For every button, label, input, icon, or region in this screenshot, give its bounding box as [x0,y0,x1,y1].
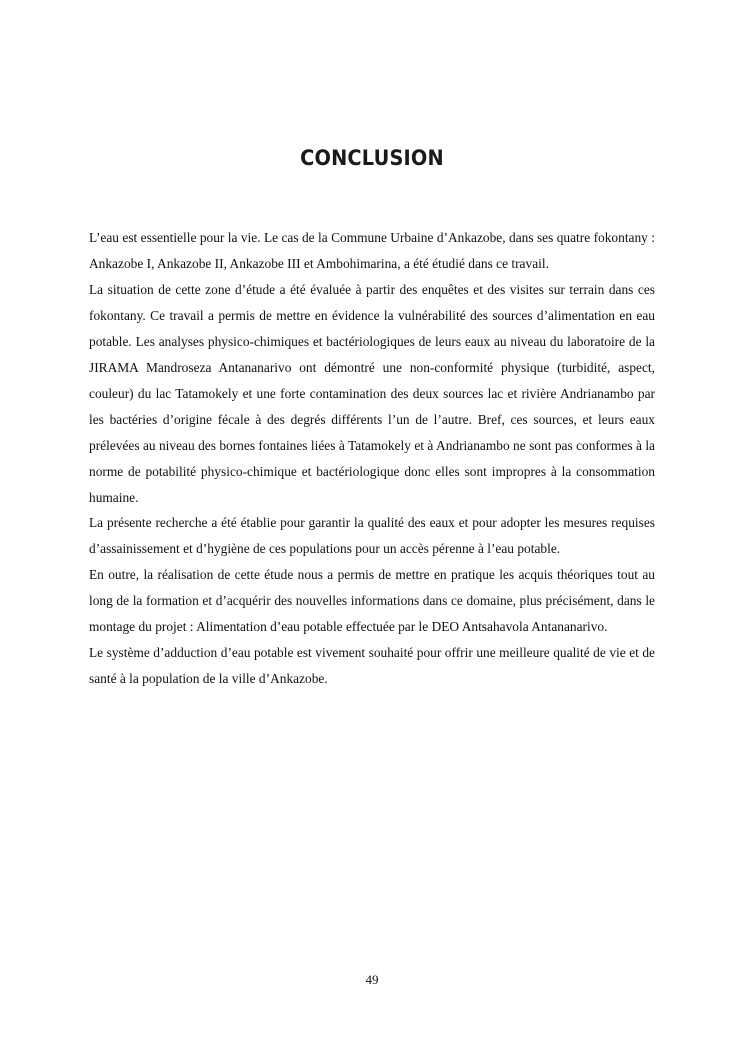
paragraph-intro: L’eau est essentielle pour la vie. Le cas de la Commune Urbaine d’Ankazobe, dans ses quatre fokontany : Ankazobe I, Ankazobe II, Ankazobe III et Ambohimarina, a été étudié dans ce travail. [89,230,655,271]
page-number: 49 [365,972,379,987]
paragraph-closing: Le système d’adduction d’eau potable est vivement souhaité pour offrir une meilleure qualité de vie et de santé à la population de la ville d’Ankazobe. [89,645,655,687]
paragraph-outcome: En outre, la réalisation de cette étude nous a permis de mettre en pratique les acquis théoriques tout au long de la formation et d’acquérir des nouvelles informations dans ce domaine, plus précisément, dans le montage du projet : Alimentation d’eau potable effectuée par le DEO Antsahavola Antananarivo. [89,567,655,635]
page-title: CONCLUSION [300,146,444,170]
paragraph-situation: La situation de cette zone d’étude a été évaluée à partir des enquêtes et des visites sur terrain dans ces fokontany. Ce travail a permis de mettre en évidence la vulnérabilité des sources d’alimentation en eau potable. Les analyses physico-chimiques et bactériologiques de leurs eaux au niveau du laboratoire de la JIRAMA Mandroseza Antananarivo ont démontré une non-conformité physique (turbidité, aspect, couleur) du lac Tatamokely et une forte contamination des deux sources lac et rivière Andrianambo par les bactéries d’origine fécale à des degrés différents l’un de l’autre. Bref, ces sources, et leurs eaux prélevées au niveau des bornes fontaines liées à Tatamokely et à Andrianambo ne sont pas conformes à la norme de potabilité physico-chimique et bactériologique donc elles sont impropres à la consommation humaine. [89,281,655,505]
conclusion-body [89,225,655,692]
paragraph-research: La présente recherche a été établie pour garantir la qualité des eaux et pour adopter les mesures requises d’assainissement et d’hygiène de ces populations pour un accès pérenne à l’eau potable. [89,515,655,557]
